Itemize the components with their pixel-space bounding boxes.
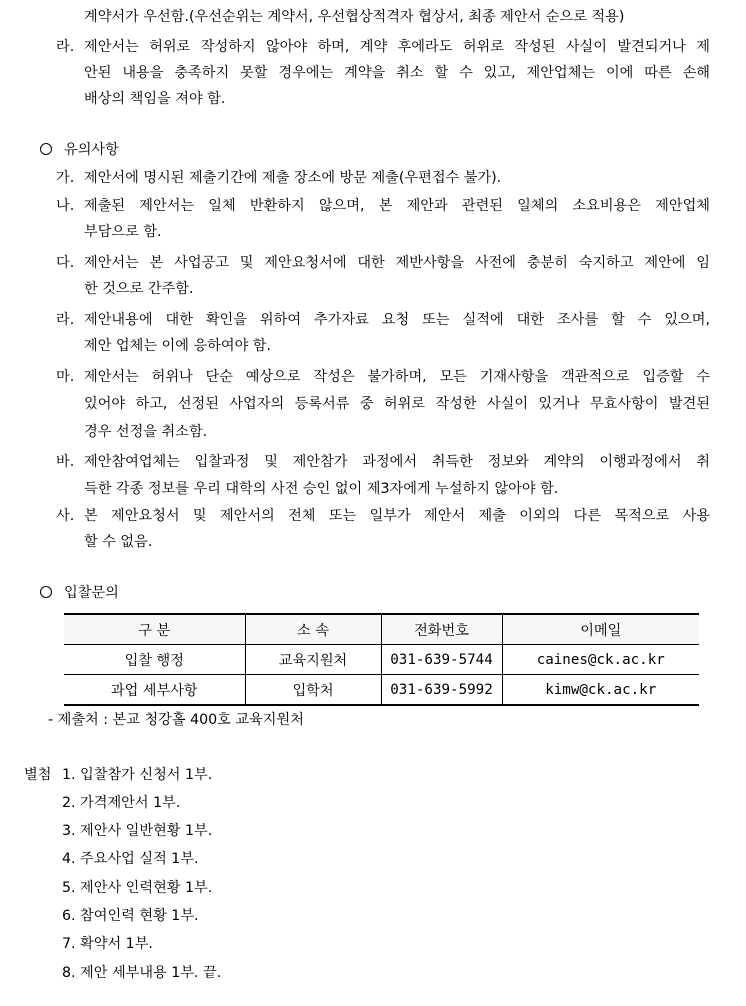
circle-bullet-icon: [40, 586, 52, 598]
notes-title: 유의사항: [64, 142, 119, 158]
intro-item-line: 안된 내용을 충족하지 못할 경우에는 계약을 취소 할 수 있고, 제안업체는 이에 따른 손해: [84, 65, 710, 81]
department-cell: 교육지원처: [245, 645, 381, 675]
note-line: 경우 선정을 취소함.: [84, 424, 208, 440]
note-label: 나.: [56, 198, 75, 214]
category-cell: 과업 세부사항: [64, 675, 245, 706]
column-header: 전화번호: [381, 614, 502, 645]
phone-cell: 031-639-5992: [381, 675, 502, 706]
table-header-row: [64, 614, 699, 645]
note-line: 부담으로 함.: [84, 224, 162, 240]
intro-item-line: 배상의 책임을 져야 함.: [84, 91, 226, 107]
attachment-item: 6. 참여인력 현황 1부.: [62, 908, 199, 924]
attachment-item: 2. 가격제안서 1부.: [62, 795, 181, 811]
column-header: 소 속: [245, 614, 381, 645]
inquiry-table: [64, 613, 699, 706]
attachments-label: 별첨: [24, 767, 52, 783]
note-line: 본 제안요청서 및 제안서의 전체 또는 일부가 제안서 제출 이외의 다른 목적으로 사용: [84, 508, 710, 524]
department-cell: 입학처: [245, 675, 381, 706]
note-line: 제안서는 본 사업공고 및 제안요청서에 대한 제반사항을 사전에 충분히 숙지하고 제안에 임: [84, 255, 710, 271]
note-label: 가.: [56, 170, 75, 186]
note-line: 제안내용에 대한 확인을 위하여 추가자료 요청 또는 실적에 대한 조사를 할 수 있으며,: [84, 312, 710, 328]
note-line: 한 것으로 간주함.: [84, 281, 194, 297]
note-label: 라.: [56, 312, 75, 328]
inquiry-section-heading: [40, 583, 119, 603]
note-label: 마.: [56, 369, 75, 385]
column-header: 이메일: [502, 614, 699, 645]
attachment-item: 3. 제안사 일반현황 1부.: [62, 823, 213, 839]
table-row: [64, 675, 699, 706]
submission-location: - 제출처 : 본교 청강홀 400호 교육지원처: [48, 712, 304, 728]
note-line: 할 수 없음.: [84, 534, 153, 550]
intro-item-line: 제안서는 허위로 작성하지 않아야 하며, 계약 후에라도 허위로 작성된 사실이 발견되거나 제: [84, 39, 710, 55]
note-label: 바.: [56, 454, 75, 470]
note-line: 있어야 하고, 선정된 사업자의 등록서류 중 허위로 작성한 사실이 있거나 무효사항이 발견된: [84, 396, 710, 412]
phone-cell: 031-639-5744: [381, 645, 502, 675]
intro-item-label: 라.: [56, 39, 75, 55]
note-line: 제안참여업체는 입찰과정 및 제안참가 과정에서 취득한 정보와 계약의 이행과정에서 취: [84, 454, 710, 470]
attachment-item: 8. 제안 세부내용 1부. 끝.: [62, 965, 222, 981]
table-row: [64, 645, 699, 675]
attachment-item: 7. 확약서 1부.: [62, 936, 153, 952]
note-line: 제안서는 허위나 단순 예상으로 작성은 불가하며, 모든 기재사항을 객관적으로 입증할 수: [84, 369, 710, 385]
attachment-item: 5. 제안사 인력현황 1부.: [62, 880, 213, 896]
attachment-item: 1. 입찰참가 신청서 1부.: [62, 767, 213, 783]
note-label: 사.: [56, 508, 75, 524]
email-cell: caines@ck.ac.kr: [502, 645, 699, 675]
email-cell: kimw@ck.ac.kr: [502, 675, 699, 706]
attachment-item: 4. 주요사업 실적 1부.: [62, 851, 199, 867]
column-header: 구 분: [64, 614, 245, 645]
circle-bullet-icon: [40, 143, 52, 155]
note-line: 제안 업체는 이에 응하여야 함.: [84, 338, 272, 354]
note-line: 제안서에 명시된 제출기간에 제출 장소에 방문 제출(우편접수 불가).: [84, 170, 502, 186]
note-line: 득한 각종 정보를 우리 대학의 사전 승인 없이 제3자에게 누설하지 않아야 함.: [84, 481, 559, 497]
inquiry-title: 입찰문의: [64, 585, 119, 601]
category-cell: 입찰 행정: [64, 645, 245, 675]
notes-section-heading: [40, 140, 119, 160]
intro-continuation: 계약서가 우선함.(우선순위는 계약서, 우선협상적격자 협상서, 최종 제안서 순으로 적용): [84, 9, 625, 25]
note-line: 제출된 제안서는 일체 반환하지 않으며, 본 제안과 관련된 일체의 소요비용은 제안업체: [84, 198, 710, 214]
note-label: 다.: [56, 255, 75, 271]
